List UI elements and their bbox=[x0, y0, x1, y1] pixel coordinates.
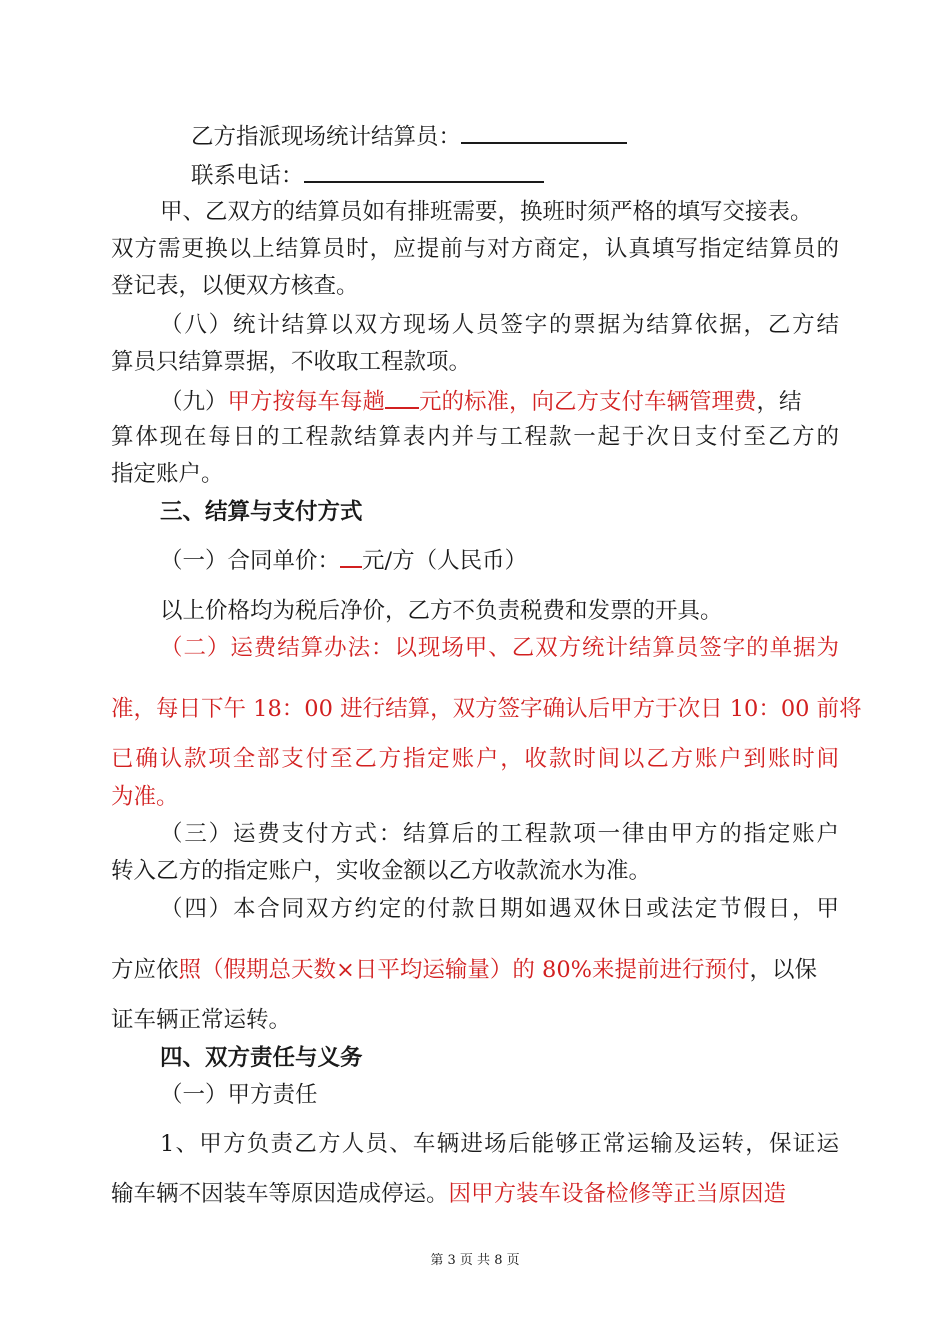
para-line-10: 指定账户。 bbox=[111, 461, 224, 487]
maintenance-text: 因甲方装车设备检修等正当原因造 bbox=[448, 1181, 787, 1207]
para-line-26 bbox=[111, 1179, 839, 1209]
prepay-text-highlight: 照（假期总天数×日平均运输量）的 80%来提前进行预付 bbox=[178, 957, 750, 983]
page-footer: 第 3 页 共 8 页 bbox=[430, 1253, 520, 1268]
para-line-09: 算体现在每日的工程款结算表内并与工程款一起于次日支付至乙方的 bbox=[111, 424, 839, 450]
para-line-08 bbox=[160, 385, 839, 417]
para-line-15: 准，每日下午 18：00 进行结算，双方签字确认后甲方于次日 10：00 前将 bbox=[111, 696, 862, 722]
para-line-21 bbox=[111, 955, 839, 985]
para-line-05: 登记表，以便双方核查。 bbox=[111, 273, 359, 299]
para-line-03: 甲、乙双方的结算员如有排班需要，换班时须严格的填写交接表。 bbox=[160, 199, 813, 225]
party-a-heading: （一）甲方责任 bbox=[160, 1082, 318, 1108]
stop-text: 输车辆不因装车等原因造成停运。 bbox=[111, 1181, 449, 1207]
unit-price-blank bbox=[340, 544, 362, 568]
fee-blank bbox=[385, 385, 419, 409]
para-line-25: 1、甲方负责乙方人员、车辆进场后能够正常运输及运转，保证运 bbox=[160, 1131, 839, 1157]
fee-tail: ，结 bbox=[756, 389, 802, 415]
para-line-14: （二）运费结算办法：以现场甲、乙双方统计结算员签字的单据为 bbox=[160, 635, 839, 661]
para-line-04: 双方需更换以上结算员时，应提前与对方商定，认真填写指定结算员的 bbox=[111, 236, 839, 262]
para-line-18: （三）运费支付方式：结算后的工程款项一律由甲方的指定账户 bbox=[160, 821, 839, 847]
unit-price-label: （一）合同单价： bbox=[160, 548, 341, 574]
para-line-17: 为准。 bbox=[111, 784, 179, 810]
para-line-16: 已确认款项全部支付至乙方指定账户，收款时间以乙方账户到账时间 bbox=[111, 746, 839, 772]
para-line-13: 以上价格均为税后净价，乙方不负责税费和发票的开具。 bbox=[160, 598, 723, 624]
phone-label: 联系电话： bbox=[191, 163, 304, 189]
unit-price-unit: 元/方（人民币） bbox=[362, 548, 528, 574]
section-three-heading: 三、结算与支付方式 bbox=[160, 499, 363, 525]
assignee-blank bbox=[461, 120, 627, 144]
phone-line bbox=[191, 159, 544, 191]
item-nine-number: （九） bbox=[160, 389, 228, 415]
fee-text-end: 元的标准，向乙方支付车辆管理费 bbox=[419, 389, 757, 415]
para-line-06: （八）统计结算以双方现场人员签字的票据为结算依据，乙方结 bbox=[160, 312, 839, 338]
para-line-19: 转入乙方的指定账户，实收金额以乙方收款流水为准。 bbox=[111, 858, 652, 884]
para-line-07: 算员只结算票据，不收取工程款项。 bbox=[111, 349, 472, 375]
assignee-line bbox=[191, 120, 627, 152]
unit-price-line bbox=[160, 544, 527, 576]
section-four-heading: 四、双方责任与义务 bbox=[160, 1045, 363, 1071]
para-line-22: 证车辆正常运转。 bbox=[111, 1007, 292, 1033]
prepay-text-start: 方应依 bbox=[111, 957, 179, 983]
phone-blank bbox=[304, 159, 544, 183]
para-line-20: （四）本合同双方约定的付款日期如遇双休日或法定节假日，甲 bbox=[160, 896, 839, 922]
assignee-label: 乙方指派现场统计结算员： bbox=[191, 124, 462, 150]
fee-text-start: 甲方按每车每趟 bbox=[227, 389, 386, 415]
prepay-text-end: ，以保 bbox=[749, 957, 818, 983]
